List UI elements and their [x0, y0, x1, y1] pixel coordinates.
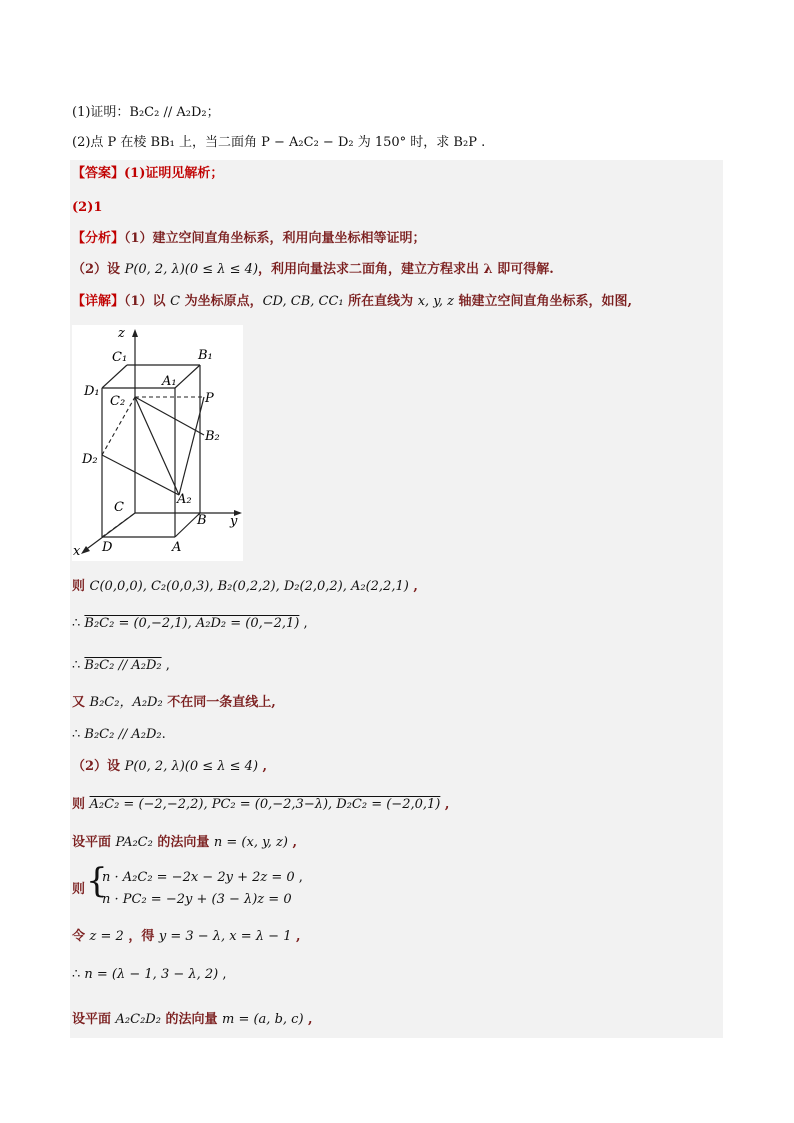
label-z: z [118, 326, 125, 341]
question-1: (1)证明：B₂C₂ // A₂D₂； [72, 105, 220, 120]
label-d: D [102, 540, 113, 555]
label-x: x [73, 544, 81, 559]
detail-line-1: 【详解】（1）以 C 为坐标原点，CD, CB, CC₁ 所在直线为 x, y, z 轴建立空间直角坐标系，如图, [72, 294, 633, 309]
question-2: (2)点 P 在棱 BB₁ 上，当二面角 P − A₂C₂ − D₂ 为 150° 时，求 B₂P . [72, 135, 486, 150]
label-d2: D₂ [82, 452, 98, 467]
label-b1: B₁ [198, 348, 213, 363]
coords-line: 则 C(0,0,0), C₂(0,0,3), B₂(0,2,2), D₂(2,0,2), A₂(2,2,1) , [72, 579, 418, 594]
normal-result-line: ∴ n = (λ − 1, 3 − λ, 2) , [72, 967, 227, 982]
let-line: 令 z = 2 ，得 y = 3 − λ, x = λ − 1 , [72, 929, 301, 944]
system-label: 则 [72, 882, 86, 897]
system-row-2: n · PC₂ = −2y + (3 − λ)z = 0 [102, 892, 292, 907]
not-collinear-line: 又 B₂C₂，A₂D₂ 不在同一条直线上, [72, 695, 276, 710]
vector-line-2: 则 A₂C₂ = (−2,−2,2), PC₂ = (0,−2,3−λ), D₂C₂ = (−2,0,1) , [72, 797, 450, 812]
answer-line-1: 【答案】(1)证明见解析； [72, 166, 224, 181]
label-c1: C₁ [112, 350, 128, 365]
label-a: A [172, 540, 182, 555]
vector-line-1: ∴ B₂C₂ = (0,−2,1), A₂D₂ = (0,−2,1) , [72, 616, 308, 631]
analysis-line-2: （2）设 P(0, 2, λ)(0 ≤ λ ≤ 4)，利用向量法求二面角，建立方程求出 λ 即可得解. [72, 262, 554, 277]
label-d1: D₁ [84, 384, 100, 399]
parallel-line-2: ∴ B₂C₂ // A₂D₂. [72, 727, 166, 742]
label-a1: A₁ [162, 374, 177, 389]
label-y: y [230, 514, 238, 529]
normal-line-1: 设平面 PA₂C₂ 的法向量 n = (x, y, z) , [72, 835, 297, 850]
label-c2: C₂ [110, 394, 126, 409]
label-c: C [114, 500, 124, 515]
analysis-line-1: 【分析】（1）建立空间直角坐标系，利用向量坐标相等证明； [72, 231, 426, 246]
part2-line: （2）设 P(0, 2, λ)(0 ≤ λ ≤ 4) , [72, 759, 268, 774]
prism-diagram [72, 325, 243, 561]
answer-line-2: (2)1 [72, 200, 103, 215]
system-brace: { [86, 861, 108, 901]
parallel-line-1: ∴ B₂C₂ // A₂D₂ , [72, 658, 170, 673]
label-p: P [205, 391, 214, 406]
normal-line-2: 设平面 A₂C₂D₂ 的法向量 m = (a, b, c) , [72, 1012, 313, 1027]
label-a2: A₂ [177, 492, 192, 507]
system-row-1: n · A₂C₂ = −2x − 2y + 2z = 0 , [102, 870, 303, 885]
prism-figure [72, 325, 243, 561]
label-b2: B₂ [205, 429, 220, 444]
label-b: B [197, 513, 207, 528]
